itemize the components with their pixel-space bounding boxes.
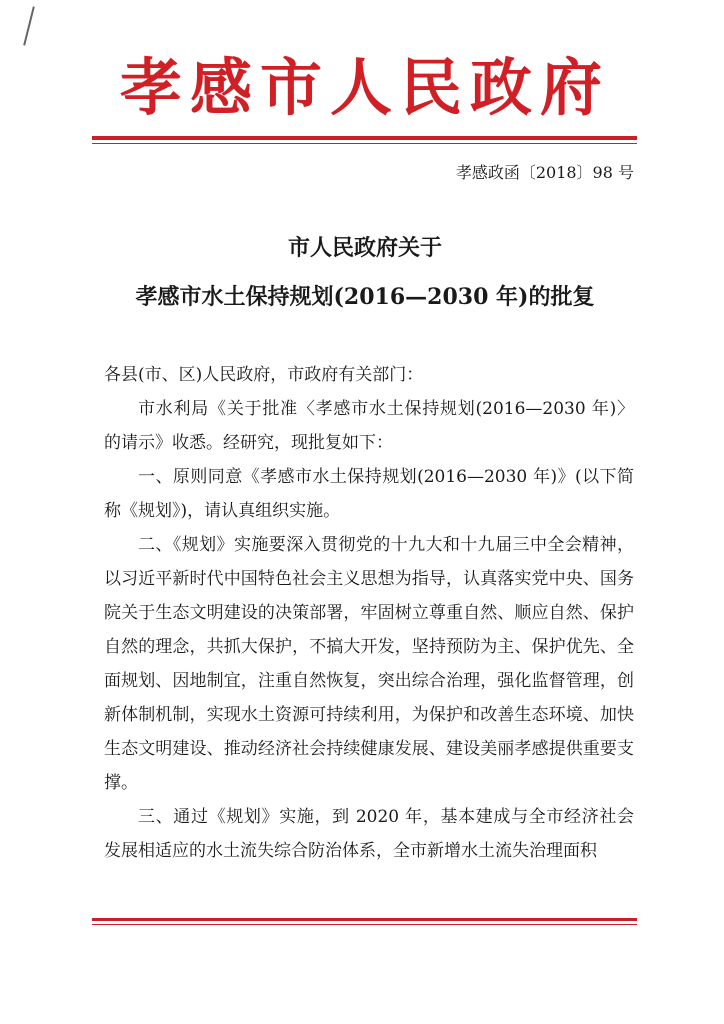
letterhead-title: 孝感市人民政府 <box>119 51 610 124</box>
document-title-line-1: 市人民政府关于 <box>287 235 442 261</box>
document-number: 孝感政函〔2018〕98 号 <box>455 163 634 182</box>
paragraph: 一、原则同意《孝感市水土保持规划(2016—2030 年)》(以下简称《规划》)，请认真组织实施。 <box>104 467 634 521</box>
paragraph: 三、通过《规划》实施，到 2020 年，基本建成与全市经济社会发展相适应的水土流失综合防治体系，全市新增水土流失治理面积 <box>104 807 634 861</box>
document-body <box>104 358 634 868</box>
salutation: 各县(市、区)人民政府，市政府有关部门： <box>104 365 424 385</box>
footer-rule-thin <box>92 924 637 925</box>
footer-rule-thick <box>92 918 637 921</box>
paragraph: 市水利局《关于批准〈孝感市水土保持规划(2016—2030 年)〉的请示》收悉。经研究，现批复如下： <box>104 399 634 453</box>
header-rule-thick <box>92 136 637 140</box>
document-title-line-2: 孝感市水土保持规划(2016—2030 年)的批复 <box>135 284 595 310</box>
pen-mark <box>23 6 35 45</box>
header-rule-thin <box>92 143 637 144</box>
paragraph: 二、《规划》实施要深入贯彻党的十九大和十九届三中全会精神，以习近平新时代中国特色社会主义思想为指导，认真落实党中央、国务院关于生态文明建设的决策部署，牢固树立尊重自然、顺应自然、保护自然的理念，共抓大保护，不搞大开发，坚持预防为主、保护优先、全面规划、因地制宜，注重自然恢复，突出综合治理，强化监督管理，创新体制机制，实现水土资源可持续利用，为保护和改善生态环境、加快生态文明建设、推动经济社会持续健康发展、建设美丽孝感提供重要支撑。 <box>104 535 634 793</box>
